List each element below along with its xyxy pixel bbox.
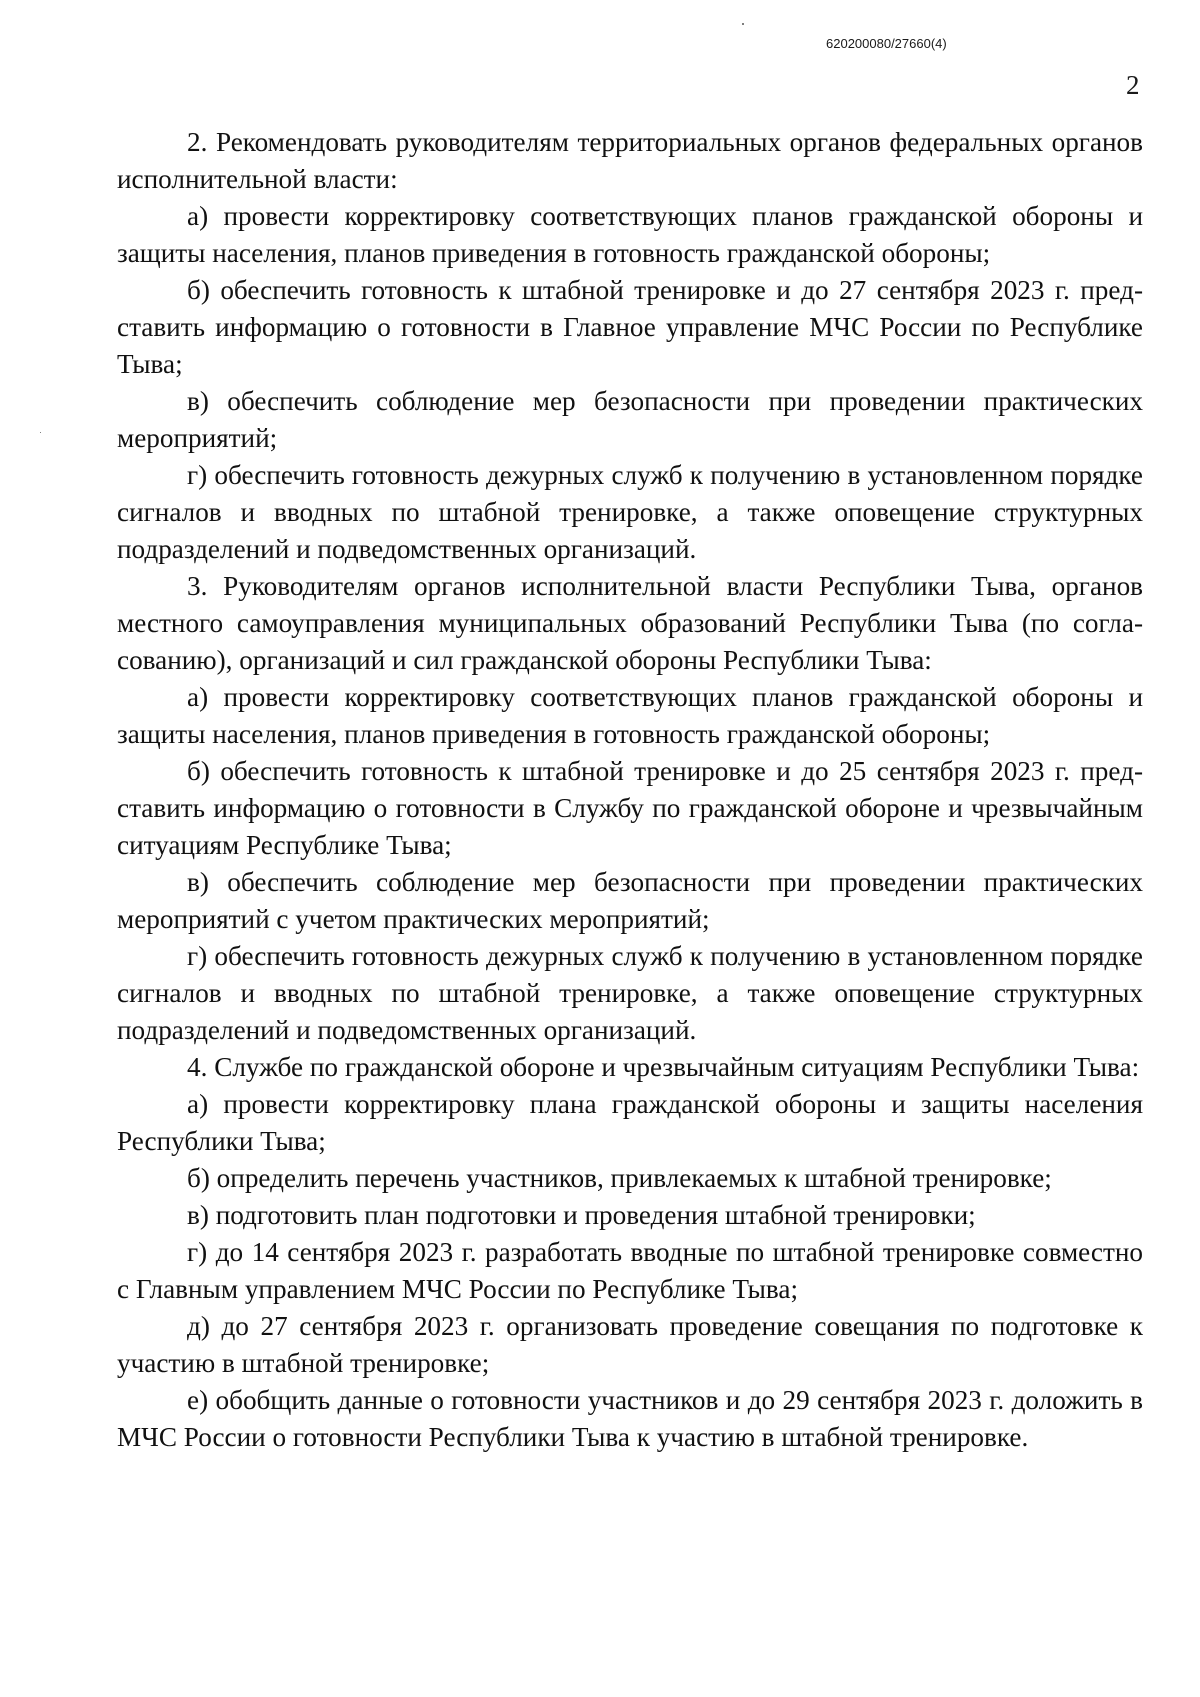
paragraph-2: 2. Рекомендовать руководителям территориальных органов федеральных органов исполнительной власти:: [117, 127, 1143, 194]
paragraph-4g: г) до 14 сентября 2023 г. разработать вводные по штабной тренировке совместно с Главным управлением МЧС России по Республике Тыва;: [117, 1237, 1143, 1304]
paragraph-3g: г) обеспечить готовность дежурных служб к получению в установленном порядке сигналов и вводных по штабной тренировке, а также оповещение структурных подразделений и подведомственных организаций.: [117, 941, 1143, 1045]
paragraph-2v: в) обеспечить соблюдение мер безопасности при проведении практических мероприятий;: [117, 386, 1143, 453]
paragraph-4: 4. Службе по гражданской обороне и чрезвычайным ситуациям Республики Тыва:: [187, 1052, 1140, 1082]
paragraph-4b: б) определить перечень участников, привлекаемых к штабной тренировке;: [187, 1163, 1052, 1193]
paragraph-3a: а) провести корректировку соответствующих планов гражданской обороны и защиты населения, планов приведения в готовность гражданской обороны;: [117, 682, 1143, 749]
page-number: 2: [1126, 70, 1140, 100]
paragraph-2b: б) обеспечить готовность к штабной тренировке и до 27 сентября 2023 г. представить информацию о готовности в Главное управление МЧС России по Республике Тыва;: [117, 275, 1143, 379]
paragraph-4v: в) подготовить план подготовки и проведения штабной тренировки;: [187, 1200, 976, 1230]
paragraph-4a: а) провести корректировку плана гражданской обороны и защиты населения Республики Тыва;: [117, 1089, 1143, 1156]
paragraph-4e: е) обобщить данные о готовности участников и до 29 сентября 2023 г. доложить в МЧС России о готовности Республики Тыва к участию в штабной тренировке.: [117, 1385, 1143, 1452]
paragraph-3v: в) обеспечить соблюдение мер безопасности при проведении практических мероприятий с учетом практических мероприятий;: [117, 867, 1143, 934]
paragraph-4d: д) до 27 сентября 2023 г. организовать проведение совещания по подготовке к участию в штабной тренировке;: [117, 1311, 1143, 1378]
paragraph-2a: а) провести корректировку соответствующих планов гражданской обороны и защиты населения, планов приведения в готовность гражданской обороны;: [117, 201, 1143, 268]
scan-speck: [40, 432, 41, 433]
paragraph-3b: б) обеспечить готовность к штабной тренировке и до 25 сентября 2023 г. представить информацию о готовности в Службу по гражданской обороне и чрезвычайным ситуациям Республике Тыва;: [117, 756, 1143, 860]
paragraph-2g: г) обеспечить готовность дежурных служб к получению в установленном порядке сигналов и вводных по штабной тренировке, а также оповещение структурных подразделений и подведомственных организаций.: [117, 460, 1143, 564]
paragraph-3: 3. Руководителям органов исполнительной власти Республики Тыва, органов местного самоуправления муниципальных образований Республики Тыва (по согласованию), организаций и сил гражданской обороны Республики Тыва:: [117, 571, 1143, 675]
document-body: [117, 124, 1143, 1456]
document-registration-number: 620200080/27660(4): [826, 36, 947, 51]
scan-speck: [742, 23, 744, 25]
